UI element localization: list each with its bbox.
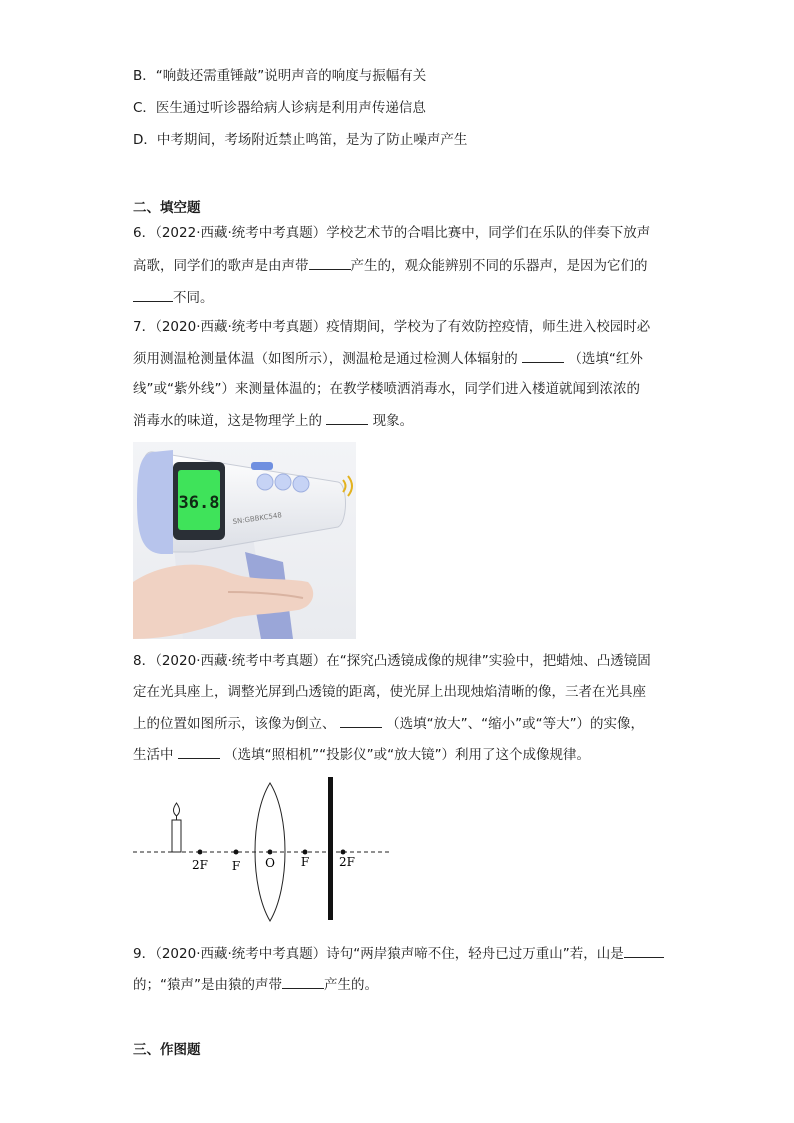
q9-blank-1[interactable]	[624, 943, 664, 958]
q8-line3: 上的位置如图所示，该像为倒立、 （选填“放大”、“缩小”或“等大”）的实像，	[133, 713, 644, 734]
q7-line4: 消毒水的味道，这是物理学上的 现象。	[133, 410, 413, 431]
thermometer-gun-image	[133, 442, 356, 639]
label-2f-right: 2F	[339, 855, 355, 869]
label-f-left: F	[231, 859, 241, 873]
q6-blank-1[interactable]	[309, 255, 351, 270]
label-2f-left: 2F	[192, 858, 208, 872]
q8-blank-2[interactable]	[178, 744, 220, 759]
q9-line2: 的；“猿声”是由猿的声带 产生的。	[133, 974, 378, 995]
q8-blank-1[interactable]	[340, 713, 382, 728]
q6-line3: 不同。	[133, 287, 214, 308]
q9-line1: 9．（2020·西藏·统考中考真题）诗句“两岸猿声啼不住，轻舟已过万重山”若，山是	[133, 943, 664, 964]
device-serial: SN:GBBKC548	[232, 511, 283, 526]
q7-line2: 须用测温枪测量体温（如图所示），测温枪是通过检测人体辐射的 （选填“红外	[133, 348, 643, 369]
option-c: C．医生通过听诊器给病人诊病是利用声传递信息	[133, 100, 426, 116]
q6-line2: 高歌，同学们的歌声是由声带 产生的，观众能辨别不同的乐器声，是因为它们的	[133, 255, 648, 276]
q6-blank-2[interactable]	[133, 287, 173, 302]
section-heading-fill-blank: 二、填空题	[133, 200, 201, 216]
q7-line1: 7．（2020·西藏·统考中考真题）疫情期间，学校为了有效防控疫情，师生进入校园时必	[133, 319, 651, 335]
section-heading-drawing: 三、作图题	[133, 1042, 201, 1058]
thermometer-reading: 36.8	[178, 493, 220, 513]
q8-line1: 8．（2020·西藏·统考中考真题）在“探究凸透镜成像的规律”实验中，把蜡烛、凸透镜固	[133, 653, 651, 669]
convex-lens-diagram	[133, 775, 393, 925]
label-f-right: F	[300, 855, 310, 869]
q7-blank-1[interactable]	[522, 348, 564, 363]
q8-line4: 生活中 （选填“照相机”“投影仪”或“放大镜”）利用了这个成像规律。	[133, 744, 590, 765]
option-b: B．“响鼓还需重锤敲”说明声音的响度与振幅有关	[133, 68, 427, 84]
q9-blank-2[interactable]	[282, 974, 324, 989]
option-d: D．中考期间，考场附近禁止鸣笛，是为了防止噪声产生	[133, 132, 468, 148]
q8-line2: 定在光具座上，调整光屏到凸透镜的距离，使光屏上出现烛焰清晰的像，三者在光具座	[133, 684, 646, 700]
q7-line3: 线”或“紫外线”）来测量体温的；在教学楼喷洒消毒水，同学们进入楼道就闻到浓浓的	[133, 381, 640, 397]
label-o: O	[265, 856, 275, 870]
q7-blank-2[interactable]	[326, 410, 368, 425]
q6-line1: 6．（2022·西藏·统考中考真题）学校艺术节的合唱比赛中，同学们在乐队的伴奏下放声	[133, 225, 651, 241]
